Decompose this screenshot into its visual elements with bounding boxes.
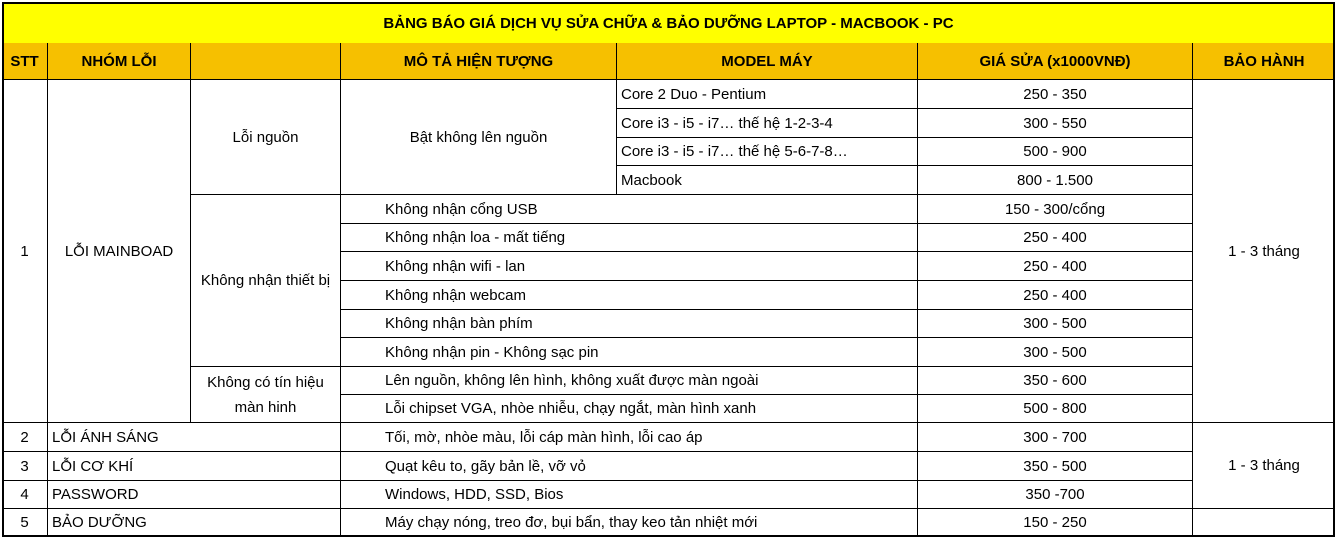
price-table: [2, 2, 1335, 537]
power-label: Lỗi nguồn: [191, 80, 341, 195]
header-warranty: BẢO HÀNH: [1193, 43, 1335, 80]
header-description: MÔ TẢ HIỆN TƯỢNG: [341, 43, 617, 80]
display-symptom-2: Lỗi chipset VGA, nhòe nhiễu, chạy ngắt, màn hình xanh: [341, 395, 918, 423]
device-symptom-1: Không nhận cổng USB: [341, 195, 918, 224]
device-symptom-2: Không nhận loa - mất tiếng: [341, 224, 918, 252]
device-symptom-5: Không nhận bàn phím: [341, 310, 918, 338]
power-symptom: Bật không lên nguồn: [341, 80, 617, 195]
row5-group: BẢO DƯỠNG: [48, 509, 341, 537]
device-label: Không nhận thiết bị: [191, 195, 341, 367]
device-price-2: 250 - 400: [918, 224, 1193, 252]
header-group: NHÓM LỖI: [48, 43, 191, 80]
row3-group: LỖI CƠ KHÍ: [48, 452, 341, 481]
power-price-1: 250 - 350: [918, 80, 1193, 109]
row1-warranty: 1 - 3 tháng: [1193, 80, 1335, 423]
power-price-3: 500 - 900: [918, 138, 1193, 166]
power-price-2: 300 - 550: [918, 109, 1193, 138]
rows2-4-warranty: 1 - 3 tháng: [1193, 423, 1335, 509]
row5-symptom: Máy chạy nóng, treo đơ, bụi bẩn, thay keo tản nhiệt mới: [341, 509, 918, 537]
power-model-3: Core i3 - i5 - i7… thế hệ 5-6-7-8…: [617, 138, 918, 166]
header-price: GIÁ SỬA (x1000VNĐ): [918, 43, 1193, 80]
row2-stt: 2: [2, 423, 48, 452]
power-price-4: 800 - 1.500: [918, 166, 1193, 195]
device-price-1: 150 - 300/cổng: [918, 195, 1193, 224]
row4-price: 350 -700: [918, 481, 1193, 509]
device-price-5: 300 - 500: [918, 310, 1193, 338]
row3-price: 350 - 500: [918, 452, 1193, 481]
row2-symptom: Tối, mờ, nhòe màu, lỗi cáp màn hình, lỗi cao áp: [341, 423, 918, 452]
power-model-2: Core i3 - i5 - i7… thế hệ 1-2-3-4: [617, 109, 918, 138]
display-symptom-1: Lên nguồn, không lên hình, không xuất được màn ngoài: [341, 367, 918, 395]
device-symptom-4: Không nhận webcam: [341, 281, 918, 310]
device-symptom-6: Không nhận pin - Không sạc pin: [341, 338, 918, 367]
power-model-4: Macbook: [617, 166, 918, 195]
header-model: MODEL MÁY: [617, 43, 918, 80]
row4-stt: 4: [2, 481, 48, 509]
row5-stt: 5: [2, 509, 48, 537]
row5-warranty: [1193, 509, 1335, 537]
power-model-1: Core 2 Duo - Pentium: [617, 80, 918, 109]
device-symptom-3: Không nhận wifi - lan: [341, 252, 918, 281]
device-price-6: 300 - 500: [918, 338, 1193, 367]
row3-stt: 3: [2, 452, 48, 481]
row1-stt: 1: [2, 80, 48, 423]
row4-group: PASSWORD: [48, 481, 341, 509]
display-label: Không có tín hiệu màn hinh: [191, 367, 341, 423]
table-title: BẢNG BÁO GIÁ DỊCH VỤ SỬA CHỮA & BẢO DƯỠNG LAPTOP - MACBOOK - PC: [2, 2, 1335, 44]
row1-group: LỖI MAINBOAD: [48, 80, 191, 423]
header-stt: STT: [2, 43, 48, 80]
device-price-4: 250 - 400: [918, 281, 1193, 310]
display-price-1: 350 - 600: [918, 367, 1193, 395]
row2-price: 300 - 700: [918, 423, 1193, 452]
row5-price: 150 - 250: [918, 509, 1193, 537]
device-price-3: 250 - 400: [918, 252, 1193, 281]
display-price-2: 500 - 800: [918, 395, 1193, 423]
header-spacer: [191, 43, 341, 80]
row4-symptom: Windows, HDD, SSD, Bios: [341, 481, 918, 509]
row3-symptom: Quạt kêu to, gãy bản lề, vỡ vỏ: [341, 452, 918, 481]
row2-group: LỖI ÁNH SÁNG: [48, 423, 341, 452]
